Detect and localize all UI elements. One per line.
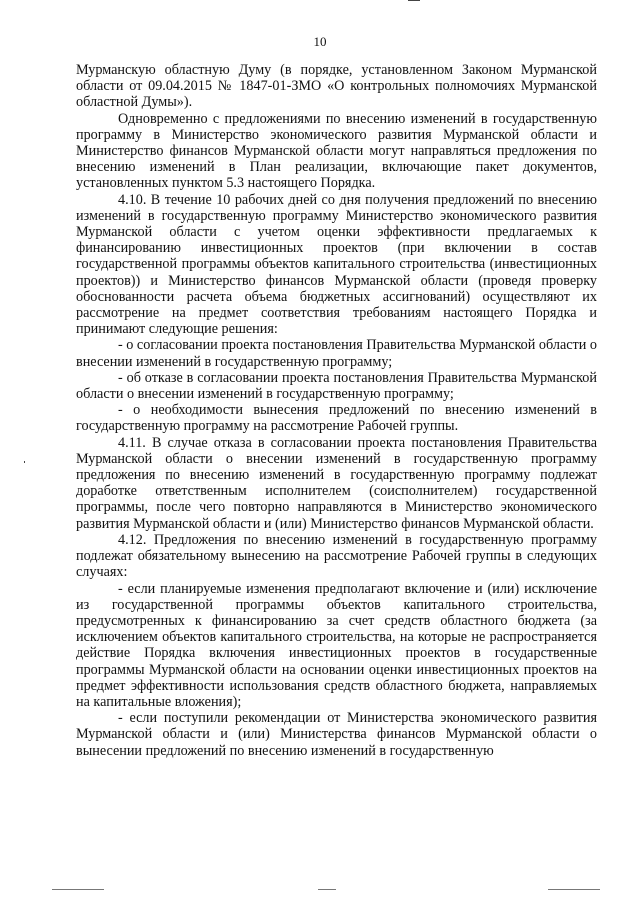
document-body	[76, 62, 597, 759]
list-item-approval: - о согласовании проекта постановления Правительства Мурманской области о внесении изменений в государственную программу;	[76, 337, 597, 370]
scan-artifact-bottom-center	[318, 889, 336, 890]
list-item-recommendations: - если поступили рекомендации от Министерства экономического развития Мурманской области и (или) Министерства финансов Мурманской области о вынесении предложений по внесению изменений в государственную	[76, 710, 597, 759]
list-item-refusal: - об отказе в согласовании проекта постановления Правительства Мурманской области о внесении изменений в государственную программу;	[76, 369, 597, 403]
scan-artifact-bottom-right	[548, 889, 600, 890]
scan-artifact-top	[408, 0, 420, 1]
scan-artifact-bottom-left	[52, 889, 104, 890]
list-item-working-group: - о необходимости вынесения предложений по внесению изменений в государственную программу на рассмотрение Рабочей группы.	[76, 402, 597, 435]
page-number: 10	[313, 34, 327, 49]
paragraph-4-10: 4.10. В течение 10 рабочих дней со дня получения предложений по внесению изменений в государственную программу Министерство экономического развития Мурманской области с учетом оценки эффективности предлагаемых к финансированию инвестиционных проектов (при включении в состав государственной программы объектов капитального строительства (инвестиционных проектов)) и Министерство финансов Мурманской области (проведя проверку обоснованности расчета объема бюджетных ассигнований) осуществляют их рассмотрение на предмет соответствия требованиям настоящего Порядка и принимают следующие решения:	[76, 191, 597, 338]
scan-artifact-left	[24, 461, 25, 463]
list-item-capital-construction: - если планируемые изменения предполагают включение и (или) исключение из государственной программы объектов капитального строительства, предусмотренных к финансированию за счет средств областного бюджета (за исключением объектов капитального строительства, на которые не распространяется действие Порядка включения инвестиционных проектов в государственные программы Мурманской области на основании оценки инвестиционных проектов на предмет эффективности использования средств областного бюджета, направляемых на капитальные вложения);	[76, 580, 597, 710]
paragraph-simultaneous-proposals: Одновременно с предложениями по внесению изменений в государственную программу в Министерство экономического развития Мурманской области и Министерство финансов Мурманской области могут направляться предложения по внесению изменений в План реализации, включающие пакет документов, установленных пунктом 5.3 настоящего Порядка.	[76, 110, 597, 192]
paragraph-4-11: 4.11. В случае отказа в согласовании проекта постановления Правительства Мурманской области о внесении изменений в государственную программу предложения по внесению изменений в государственную программу подлежат доработке ответственным исполнителем (соисполнителем) государственной программы, после чего повторно направляются в Министерство экономического развития Мурманской области и (или) Министерство финансов Мурманской области.	[76, 434, 597, 532]
paragraph-continuation: Мурманскую областную Думу (в порядке, установленном Законом Мурманской области от 09.04.2015 № 1847-01-ЗМО «О контрольных полномочиях Мурманской областной Думы»).	[76, 62, 597, 111]
paragraph-4-12: 4.12. Предложения по внесению изменений в государственную программу подлежат обязательному вынесению на рассмотрение Рабочей группы в следующих случаях:	[76, 531, 597, 581]
